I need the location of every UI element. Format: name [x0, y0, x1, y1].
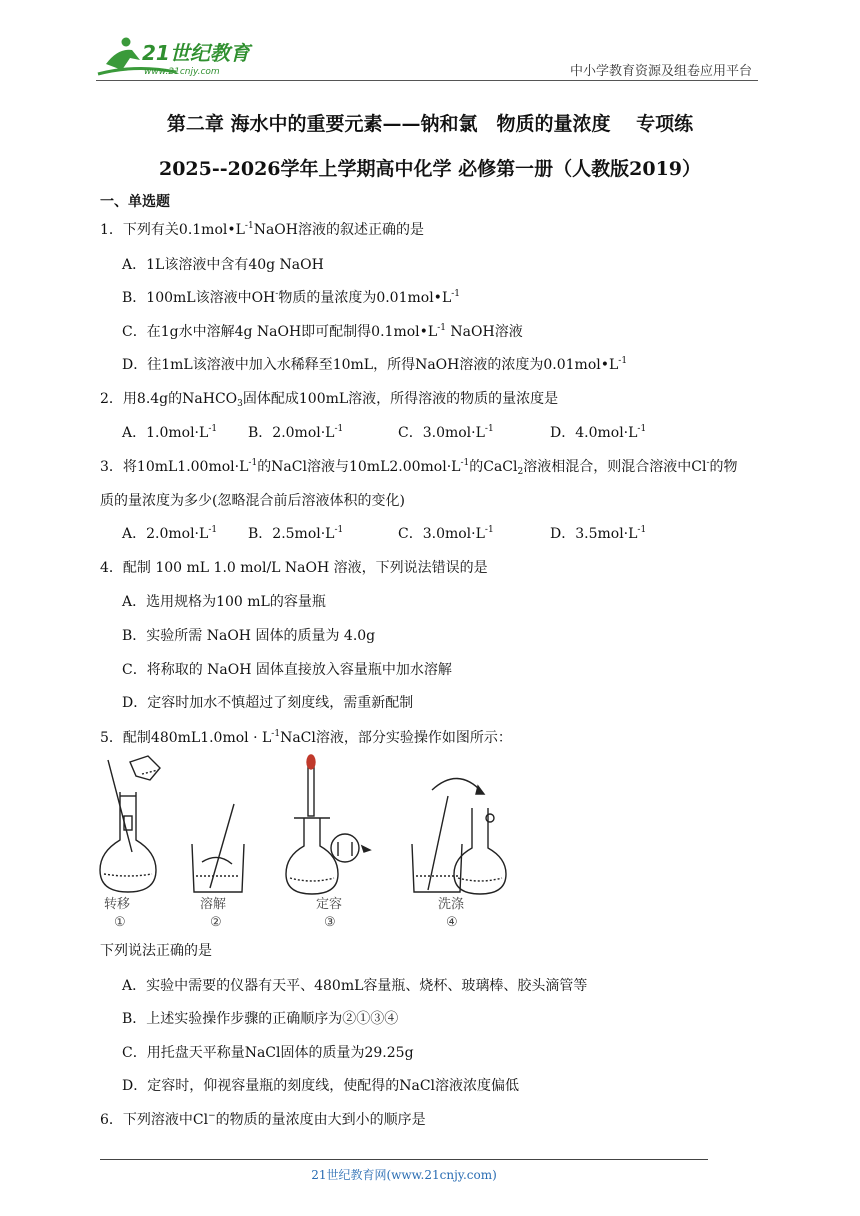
question-2-option-d: D．$4.0mol\cdot L^{-1}$ — [550, 424, 647, 441]
question-3-option-c: C．$3.0mol\cdot L^{-1}$ — [398, 525, 494, 542]
beaker-dissolve-icon — [192, 804, 244, 892]
question-5-stem: 5．配制$480mL1.0mol \cdot L^{-1}NaCl$溶液，部分实验操作如图所示： — [100, 729, 512, 746]
question-4-option-d: D．定容时加水不慎超过了刻度线，需重新配制 — [122, 695, 414, 711]
question-3-option-b: B．$2.5mol\cdot L^{-1}$ — [248, 525, 344, 542]
question-2-stem: 2．用8.4g的NaHCO$_3$固体配成100mL溶液，所得溶液的物质的量浓度是 — [100, 391, 559, 409]
fig-label-4: 洗涤 — [438, 896, 465, 911]
lab-operations-figure — [98, 752, 518, 932]
fig-num-3: ③ — [324, 914, 336, 929]
flask-dropper-icon — [286, 755, 370, 894]
question-3-stem-line2: 质的量浓度为多少(忽略混合前后溶液体积的变化) — [100, 493, 405, 509]
question-5-option-b: B．上述实验操作步骤的正确顺序为②①③④ — [122, 1011, 399, 1027]
fig-num-2: ② — [210, 914, 222, 929]
fig-label-3: 定容 — [316, 896, 343, 911]
question-4-option-c: C．将称取的 NaOH 固体直接放入容量瓶中加水溶解 — [122, 662, 452, 678]
section-heading: 一、单选题 — [100, 194, 170, 210]
fig-num-4: ④ — [446, 914, 458, 929]
logo-21cnjy-icon — [96, 34, 266, 78]
question-1-option-b: B．100mL该溶液中OH-物质的量浓度为$0.01mol•L^{-1}$ — [122, 289, 461, 306]
question-4-option-a: A．选用规格为100 mL的容量瓶 — [122, 594, 326, 610]
fig-label-1: 转移 — [104, 896, 131, 911]
question-1-option-c: C．在1g水中溶解4g NaOH即可配制得$0.1mol•L^{-1}$ NaOH溶液 — [122, 323, 523, 340]
footer-link[interactable]: 21世纪教育网(www.21cnjy.com) — [311, 1168, 497, 1182]
question-5-option-c: C．用托盘天平称量NaCl固体的质量为29.25g — [122, 1045, 414, 1061]
question-5-option-a: A．实验中需要的仪器有天平、480mL容量瓶、烧杯、玻璃棒、胶头滴管等 — [122, 978, 588, 994]
question-2-option-a: A．$1.0mol\cdot L^{-1}$ — [122, 424, 218, 441]
question-1-option-a: A．1L该溶液中含有40g NaOH — [122, 257, 324, 273]
question-3-option-a: A．$2.0mol\cdot L^{-1}$ — [122, 525, 218, 542]
question-2-option-b: B．$2.0mol\cdot L^{-1}$ — [248, 424, 344, 441]
beaker-wash-icon — [412, 778, 506, 894]
question-3-stem-line1: 3．将$10mL1.00mol\cdot L^{-1}$的NaCl溶液与$10mL2.00mol\cdot L^{-1}$的CaCl$_2$溶液相混合，则混合溶液中Cl-的物 — [100, 458, 738, 477]
page-title: 第二章 海水中的重要元素——钠和氯 物质的量浓度 专项练 — [166, 113, 694, 135]
flask-transfer-icon — [100, 756, 160, 892]
question-3-option-d: D．$3.5mol\cdot L^{-1}$ — [550, 525, 647, 542]
logo-url-text: www.21cnjy.com — [144, 67, 220, 77]
question-4-option-b: B．实验所需 NaOH 固体的质量为 4.0g — [122, 628, 376, 644]
question-5-option-d: D．定容时，仰视容量瓶的刻度线，使配得的NaCl溶液浓度偏低 — [122, 1078, 520, 1094]
header-platform-text: 中小学教育资源及组卷应用平台 — [569, 64, 752, 79]
footer-divider — [100, 1159, 708, 1160]
logo-main-text: 21世纪教育 — [142, 41, 250, 65]
page-subtitle: 2025--2026学年上学期高中化学 必修第一册（人教版2019） — [158, 158, 702, 180]
question-2-option-c: C．$3.0mol\cdot L^{-1}$ — [398, 424, 494, 441]
question-4-stem: 4．配制 100 mL 1.0 mol/L NaOH 溶液，下列说法错误的是 — [100, 560, 488, 576]
fig-num-1: ① — [114, 914, 126, 929]
question-1-stem: 1．下列有关$0.1mol•L^{-1}NaOH$溶液的叙述正确的是 — [100, 221, 424, 238]
question-6-stem: 6．下列溶液中Cl−的物质的量浓度由大到小的顺序是 — [100, 1111, 426, 1128]
header-divider — [96, 80, 758, 81]
question-5-prompt: 下列说法正确的是 — [100, 943, 212, 959]
fig-label-2: 溶解 — [200, 896, 227, 911]
page-header — [96, 34, 758, 80]
question-1-option-d: D．往1mL该溶液中加入水稀释至10mL，所得NaOH溶液的浓度为$0.01mol•L^{-1}$ — [122, 356, 628, 373]
